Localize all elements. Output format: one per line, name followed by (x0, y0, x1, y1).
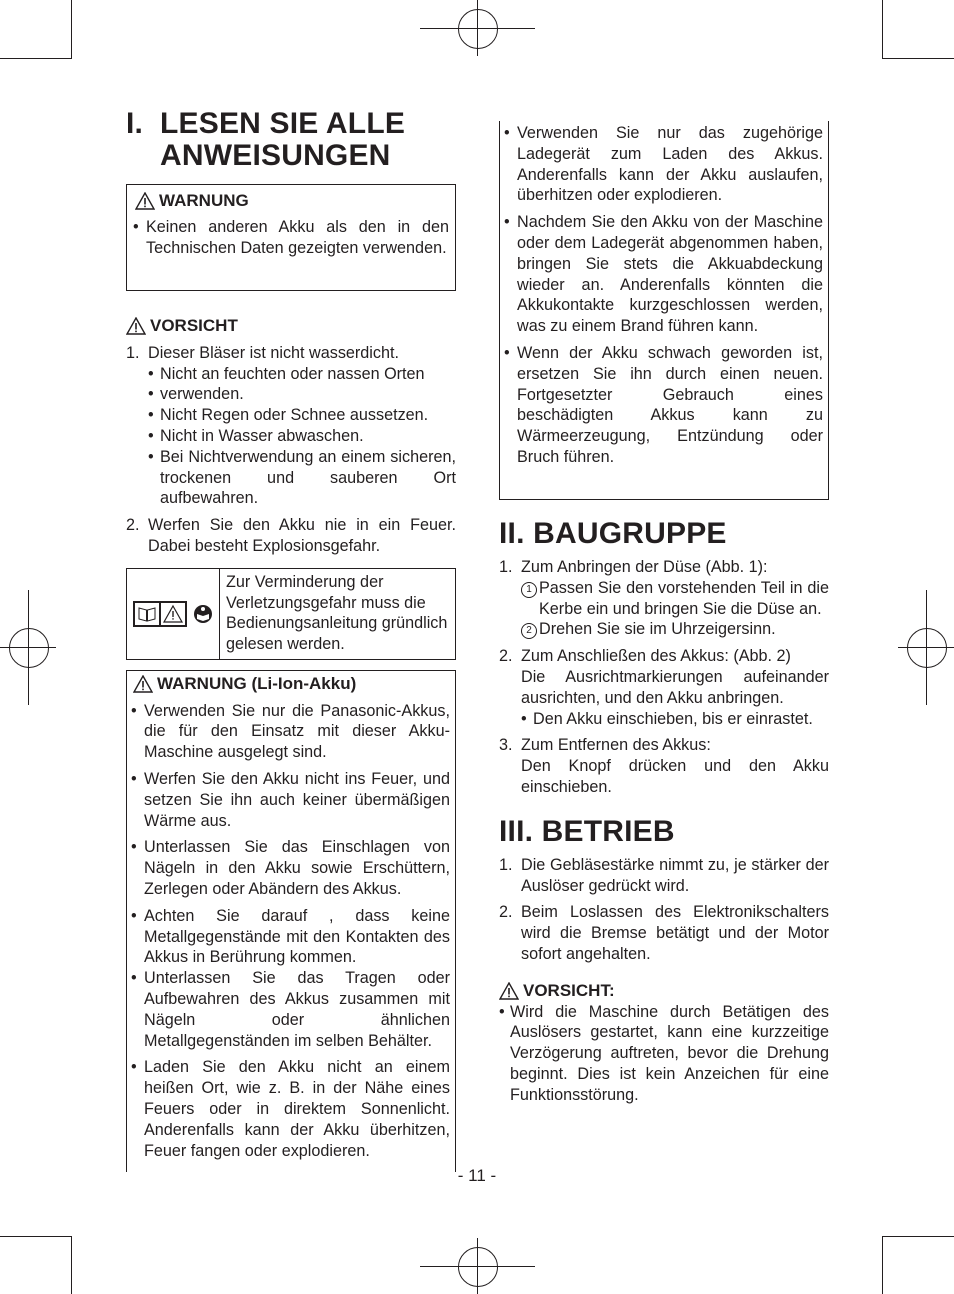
warning-liion-box (126, 670, 456, 1172)
caution-text: Werfen Sie den Akku nie in ein Feuer. Dabei besteht Explosionsgefahr. (148, 516, 456, 555)
list-item: 3. Zum Entfernen des Akkus: (499, 736, 711, 755)
list-item: • Wird die Maschine durch Betätigen des Auslösers gestartet, kann eine kurzzeitige Verzögerung auftreten, bevor die Drehung beginnt. Dies ist kein Anzeichen für eine Funktionsstörung. (499, 1002, 829, 1104)
section-heading-1 (126, 108, 456, 172)
read-manual-icon (193, 604, 213, 624)
sub-item: • Nicht in Wasser abwaschen. (148, 426, 364, 445)
list-item: • Verwenden Sie nur das zugehörige Ladegerät zum Laden des Akkus. Anderenfalls kann der Akku auslaufen, überhitzen oder explodieren. (504, 124, 823, 205)
list-item: 2. Zum Anschließen des Akkus: (Abb. 2) (499, 647, 791, 666)
list-item: • Wenn der Akku schwach geworden ist, ersetzen Sie ihn durch einen neuen. Fortgesetzter Gebrauch eines beschädigten Akkus kann zu Wärmeerzeugung, Entzündung oder Bruch führen. (504, 343, 823, 466)
section-heading-2: II. BAUGRUPPE (499, 517, 727, 550)
crop-mark (0, 58, 72, 59)
list-item: • Verwenden Sie nur die Panasonic-Akkus, die für den Einsatz mit dieser Akku-Maschine ausgelegt sind. (131, 701, 450, 762)
warning-triangle-icon (499, 982, 519, 1000)
warning-title: WARNUNG (159, 191, 249, 210)
sub-item: • Nicht Regen oder Schnee aussetzen. (148, 406, 429, 425)
caution-header (499, 981, 829, 1002)
left-column (126, 108, 456, 1172)
list-item: 1. Zum Anbringen der Düse (Abb. 1): (499, 558, 768, 576)
crop-mark (882, 58, 954, 59)
page-number: - 11 - (457, 1166, 497, 1185)
list-item: • Laden Sie den Akku nicht an einem heißen Ort, wie z. B. in der Nähe eines Feuers oder in direktem Sonnenlicht. Anderenfalls kann der Akku überhitzen, Feuer fangen oder explodieren. (131, 1058, 450, 1160)
heading-number: I. (126, 107, 144, 140)
sub-item: 2 Drehen Sie sie im Uhrzeigersinn. (521, 619, 829, 640)
crop-mark (71, 1236, 72, 1294)
caution-title: VORSICHT: (523, 980, 615, 1000)
registration-circle (907, 628, 947, 668)
warning-header (135, 191, 449, 212)
warning-title: WARNUNG (Li-Ion-Akku) (157, 673, 357, 693)
right-column (499, 121, 829, 1106)
list-item: 2. Beim Loslassen des Elektronikschalters wird die Bremse betätigt und der Motor sofort angehalten. (499, 903, 829, 963)
list-item: 1. Die Gebläsestärke nimmt zu, je stärker der Auslöser gedrückt wird. (499, 855, 829, 895)
symbol-cell (127, 569, 220, 659)
list-item: • Unterlassen Sie das Tragen oder Aufbewahren des Akkus zusammen mit Nägeln oder ähnlichen Metallgegenständen im selben Behälter. (131, 969, 450, 1050)
caution-title: VORSICHT (150, 316, 238, 335)
list-item: 2. Werfen Sie den Akku nie in ein Feuer. Dabei besteht Explosionsgefahr. (126, 516, 456, 555)
sub-item: • Den Akku einschieben, bis er einrastet. (521, 709, 813, 728)
crop-mark (882, 1236, 954, 1237)
section-heading-3: III. BETRIEB (499, 814, 675, 848)
sub-item: • verwenden. (148, 385, 244, 404)
paragraph: Die Ausrichtmarkierungen aufeinander ausrichten, und den Akku anbringen. (521, 667, 829, 707)
sub-list (521, 578, 829, 640)
list-item: • Achten Sie darauf , dass keine Metallgegenstände mit den Kontakten des Akkus in Berührung kommen. (131, 906, 450, 967)
warning-liion-box-continued (499, 121, 829, 500)
registration-circle (9, 628, 49, 668)
warning-box (126, 184, 456, 291)
step-number-icon: 1 (521, 582, 537, 598)
warning-text: Keinen anderen Akku als den in den Technischen Daten gezeigten verwenden. (146, 217, 449, 257)
sub-item: • Nicht an feuchten oder nassen Orten (148, 364, 425, 383)
caution-header (126, 316, 456, 337)
list-item: • Nachdem Sie den Akku von der Maschine oder dem Ladegerät abgenommen haben, bringen Sie stets die Akkuabdeckung wieder an. Anderenfalls könnten die Akkukontakte kurzgeschlossen werden, was zu einem Brand führen kann. (504, 213, 823, 336)
warning-triangle-icon (133, 675, 153, 693)
paragraph: Den Knopf drücken und den Akku einschieben. (521, 757, 829, 796)
warning-triangle-icon (135, 192, 155, 210)
crop-mark (882, 0, 883, 58)
caution-text: Dieser Bläser ist nicht wasserdicht. (148, 343, 399, 362)
list-item: 1. Dieser Bläser ist nicht wasserdicht. (126, 343, 456, 364)
crop-mark (882, 1236, 883, 1294)
sub-list (148, 364, 456, 510)
warning-triangle-icon (126, 317, 146, 335)
registration-circle (458, 9, 498, 49)
list-item: • Keinen anderen Akku als den in den Technischen Daten gezeigten verwenden. (133, 217, 449, 257)
sub-item: • Bei Nichtverwendung an einem sicheren, trockenen und sauberen Ort aufbewahren. (148, 447, 456, 508)
heading-line: ANWEISUNGEN (160, 139, 391, 172)
list-item: • Unterlassen Sie das Einschlagen von Nägeln in den Akku sowie Erschüttern, Zerlegen oder Abändern des Akkus. (131, 838, 450, 898)
symbol-text: Zur Verminderung der Verletzungsgefahr muss die Bedienungsanleitung gründlich gelesen werden. (226, 572, 448, 654)
manual-book-icon (134, 602, 160, 626)
warning-triangle-icon (160, 602, 186, 626)
crop-mark (71, 0, 72, 58)
list-item: • Werfen Sie den Akku nicht ins Feuer, und setzen Sie ihn auch keiner übermäßigen Wärme aus. (131, 769, 450, 830)
crop-mark (0, 1236, 72, 1237)
sub-item: 1 Passen Sie den vorstehenden Teil in die Kerbe ein und bringen Sie die Düse an. (521, 578, 829, 620)
symbol-box (126, 568, 456, 660)
step-number-icon: 2 (521, 623, 537, 639)
heading-line: LESEN SIE ALLE (160, 107, 406, 140)
registration-circle (458, 1247, 498, 1287)
warning-header (133, 674, 450, 695)
